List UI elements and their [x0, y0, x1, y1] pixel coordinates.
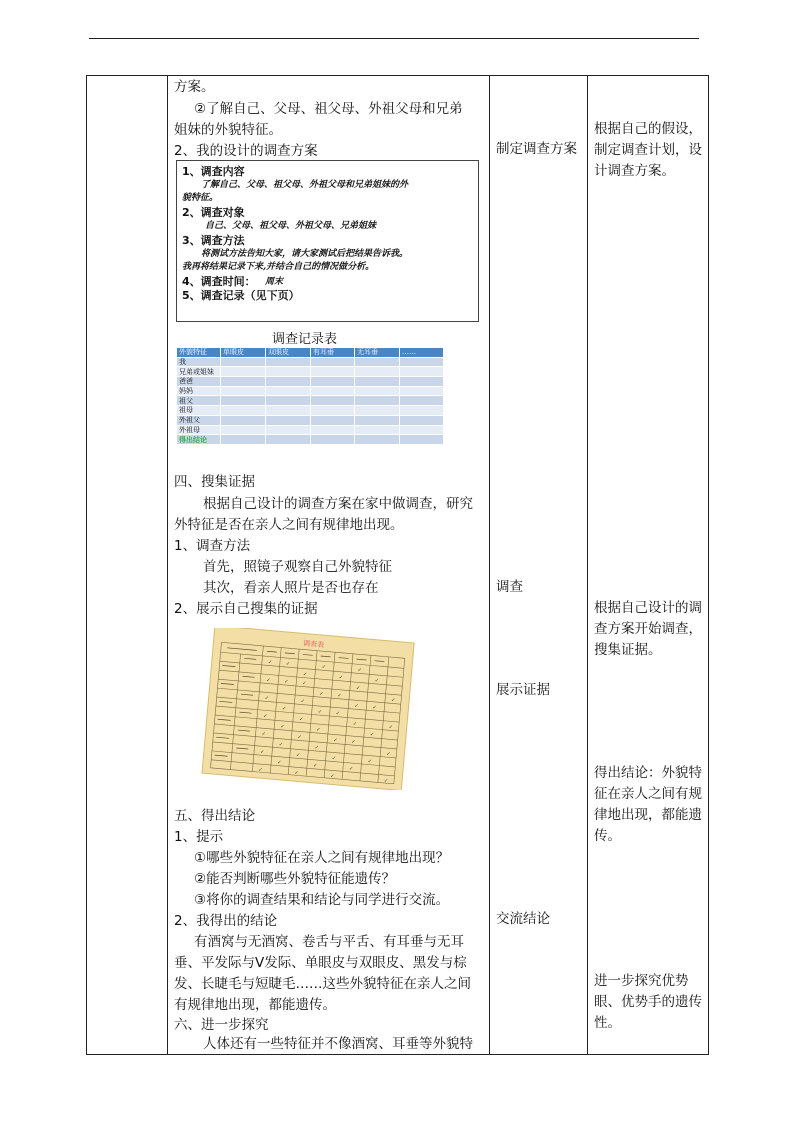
svg-text:✓: ✓ [354, 703, 359, 710]
content-line: 发、长睫毛与短睫毛……这些外貌特征在亲人之间 [174, 976, 471, 992]
content-line: ②能否判断哪些外貌特征能遗传？ [194, 871, 396, 887]
header-rule [89, 38, 699, 39]
plan-heading: 3、调查方法 [182, 234, 245, 247]
svg-text:✓: ✓ [264, 695, 270, 702]
plan-text: 将测试方法告知大家，请大家测试后把结果告诉我。 [201, 249, 409, 259]
svg-text:✓: ✓ [259, 749, 265, 756]
svg-text:✓: ✓ [357, 667, 363, 674]
svg-text:✓: ✓ [261, 731, 267, 738]
plan-heading: 2、调查对象 [182, 206, 245, 219]
svg-text:✓: ✓ [319, 691, 324, 698]
column-divider-3 [587, 75, 588, 1054]
activity-label: 交流结论 [496, 911, 550, 927]
record-row [177, 357, 444, 367]
student-activity: 得出结论：外貌特征在亲人之间有规律地出现，都能遗传。 [594, 765, 702, 844]
svg-text:✓: ✓ [297, 734, 302, 741]
svg-text:✓: ✓ [294, 770, 299, 777]
svg-text:✓: ✓ [262, 713, 268, 720]
record-row-label: 外祖父 [177, 415, 221, 425]
survey-sheet-photo [196, 628, 418, 790]
content-line: 有规律地出现，都能遗传。 [174, 997, 336, 1013]
content-line: ②了解自己、父母、祖父母、外祖父母和兄弟 [194, 101, 463, 117]
content-line: ①哪些外貌特征在亲人之间有规律地出现？ [194, 850, 450, 866]
content-line: 有酒窝与无酒窝、卷舌与平舌、有耳垂与无耳 [194, 934, 464, 950]
record-row [177, 367, 444, 377]
svg-text:✓: ✓ [314, 744, 320, 752]
content-line: 根据自己设计的调查方案在家中做调查，研究 [203, 496, 473, 512]
plan-text: 自己、父母、祖父母、外祖父母、兄弟姐妹 [205, 221, 377, 231]
section-heading: 六、进一步探究 [174, 1017, 269, 1033]
record-row [177, 435, 444, 445]
content-line: 垂、平发际与V发际、单眼皮与双眼皮、黑发与棕 [174, 955, 467, 971]
record-header-cell: 双眼皮 [266, 348, 311, 358]
record-row-label: 祖母 [177, 406, 221, 416]
svg-text:✓: ✓ [331, 755, 337, 762]
content-line: 姐妹的外貌特征。 [174, 122, 282, 138]
svg-text:✓: ✓ [285, 660, 291, 668]
record-table [176, 347, 444, 445]
svg-text:✓: ✓ [295, 752, 301, 759]
svg-text:✓: ✓ [338, 674, 344, 682]
plan-text: 周末 [265, 277, 284, 287]
plan-text: 我再将结果记录下来,并结合自己的情况做分析。 [182, 262, 375, 272]
svg-text:✓: ✓ [301, 680, 307, 687]
record-row-label: 妈妈 [177, 386, 221, 396]
plan-text: 了解自己、父母、祖父母、外祖父母和兄弟姐妹的外 [201, 180, 409, 190]
section-heading: 五、得出结论 [174, 808, 255, 824]
record-table-title: 调查记录表 [272, 332, 338, 347]
content-line: 2、我的设计的调查方案 [174, 143, 318, 159]
svg-text:✓: ✓ [369, 731, 375, 738]
student-activity: 根据自己设计的调查方案开始调查，搜集证据。 [594, 600, 702, 658]
svg-text:✓: ✓ [383, 777, 389, 785]
svg-text:✓: ✓ [386, 751, 391, 758]
svg-text:✓: ✓ [372, 704, 377, 712]
record-row-label: 外祖母 [177, 425, 221, 435]
plan-heading: 5、调查记录（见下页） [182, 289, 300, 302]
content-line: 外特征是否在亲人之间有规律地出现。 [174, 517, 404, 533]
record-row-label: 祖父 [177, 396, 221, 406]
section-heading: 四、搜集证据 [174, 474, 255, 490]
svg-text:✓: ✓ [258, 767, 263, 774]
student-activity: 进一步探究优势眼、优势手的遗传性。 [594, 973, 702, 1031]
record-row [177, 396, 444, 406]
content-line: ③将你的调查结果和结论与同学进行交流。 [194, 892, 450, 908]
svg-text:✓: ✓ [284, 678, 289, 686]
record-header-cell: 外貌特征 [177, 348, 221, 358]
svg-text:✓: ✓ [276, 759, 282, 766]
record-row [177, 406, 444, 416]
record-header-cell: 有耳垂 [311, 348, 355, 358]
content-line: 其次，看亲人照片是否也存在 [203, 580, 379, 596]
record-header-cell: …… [400, 348, 444, 358]
content-line: 1、提示 [174, 829, 224, 845]
record-row-label: 我 [177, 357, 221, 367]
content-line: 2、展示自己搜集的证据 [174, 601, 318, 617]
svg-text:✓: ✓ [351, 738, 356, 746]
svg-text:✓: ✓ [355, 685, 361, 692]
plan-text: 貌特征。 [182, 193, 219, 203]
content-line: 人体还有一些特征并不像酒窝、耳垂等外貌特 [203, 1036, 473, 1052]
activity-label: 调查 [496, 579, 523, 595]
record-header-cell: 无耳垂 [355, 348, 400, 358]
record-row-label: 得出结论 [177, 435, 221, 445]
column-divider-1 [167, 75, 168, 1054]
svg-text:✓: ✓ [337, 692, 342, 699]
content-line: 首先，照镜子观察自己外貌特征 [203, 559, 392, 575]
svg-text:✓: ✓ [390, 697, 396, 704]
svg-text:✓: ✓ [280, 723, 285, 731]
svg-text:✓: ✓ [333, 737, 338, 744]
activity-label: 展示证据 [496, 682, 550, 698]
record-row [177, 425, 444, 435]
svg-text:✓: ✓ [298, 716, 304, 723]
svg-text:✓: ✓ [348, 765, 354, 773]
record-row [177, 377, 444, 387]
column-divider-2 [489, 75, 490, 1054]
svg-text:✓: ✓ [388, 724, 394, 731]
svg-text:✓: ✓ [367, 758, 373, 765]
content-line: 方案。 [174, 79, 215, 95]
svg-text:✓: ✓ [374, 677, 380, 685]
record-header-row [177, 348, 444, 358]
record-header-cell: 单眼皮 [221, 348, 266, 358]
content-line: 2、我得出的结论 [174, 913, 278, 929]
svg-text:✓: ✓ [352, 721, 358, 728]
plan-heading: 4、调查时间： [182, 275, 256, 288]
svg-text:✓: ✓ [329, 773, 335, 780]
svg-text:✓: ✓ [300, 698, 306, 705]
activity-label: 制定调查方案 [496, 141, 577, 157]
svg-text:✓: ✓ [281, 705, 287, 713]
plan-heading: 1、调查内容 [182, 165, 245, 178]
svg-text:✓: ✓ [302, 671, 308, 678]
record-row-label: 兄弟或姐妹 [177, 367, 221, 377]
svg-text:✓: ✓ [267, 659, 273, 666]
svg-text:✓: ✓ [266, 677, 271, 684]
svg-text:✓: ✓ [312, 762, 318, 770]
photo-title: 调查表 [302, 639, 325, 650]
content-line: 1、调查方法 [174, 538, 251, 554]
survey-plan-box [176, 160, 479, 322]
record-row [177, 386, 444, 396]
svg-text:✓: ✓ [317, 708, 323, 716]
svg-text:✓: ✓ [321, 664, 327, 671]
student-activity: 根据自己的假设，制定调查计划，设计调查方案。 [594, 121, 702, 179]
svg-text:✓: ✓ [278, 741, 284, 749]
svg-text:✓: ✓ [335, 710, 341, 717]
record-row [177, 415, 444, 425]
record-row-label: 爸爸 [177, 377, 221, 387]
svg-text:✓: ✓ [315, 726, 321, 734]
